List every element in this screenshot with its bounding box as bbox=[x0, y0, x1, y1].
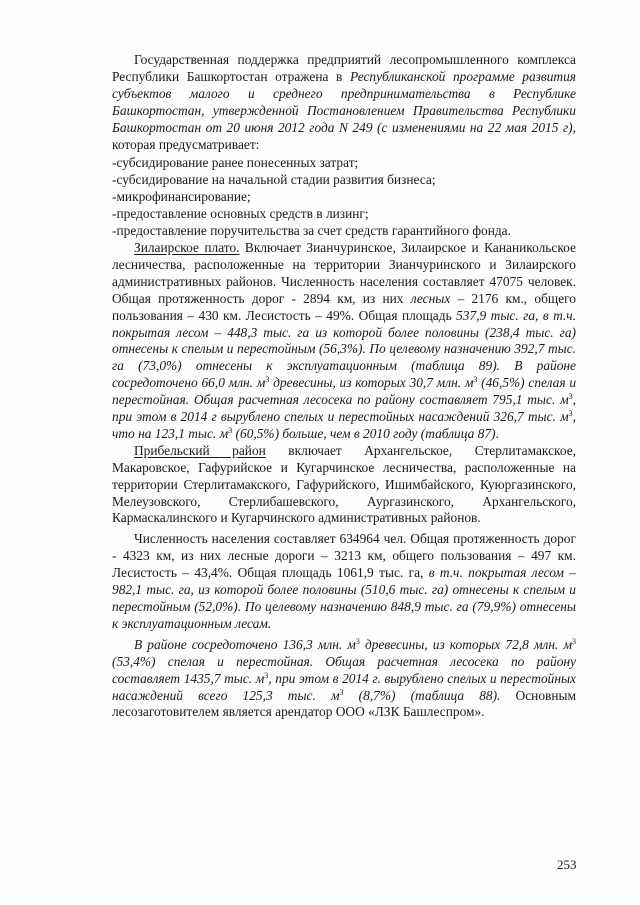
support-list-item: -субсидирование ранее понесенных затрат; bbox=[112, 155, 359, 171]
wood-paragraph: В районе сосредоточено 136,3 млн. $м^3$ древесины, из которых 72,8 млн. $м^3$ (53,4%) спелая и перестойная. Общая расчетная лесосека по району составляет 1435,7 тыс. $м^3$, при этом в 2014 г. вырублено спелых и перестойных насаждений всего 125,3 тыс. $м^3$ (8,7%) (таблица 88). Основным лесозаготовителем является арендатор ООО «ЛЗК Башлеспром». bbox=[112, 636, 576, 720]
population-paragraph: Численность населения составляет 634964 чел. Общая протяженность дорог - 4323 км, из них лесные дороги – 3213 км, общего пользования – 497 км. Лесистость – 43,4%. Общая площадь 1061,9 тыс. га, в т.ч. покрытая лесом – 982,1 тыс. га, из которой более половины (510,6 тыс. га) отнесены к спелым и перестойным (52,0%). По целевому назначению 848,9 тыс. га (79,9%) отнесены к эксплуатационным лесам. bbox=[112, 531, 576, 631]
support-list-item: -микрофинансирование; bbox=[112, 189, 251, 205]
page-number: 253 bbox=[557, 857, 577, 872]
body-text bbox=[112, 52, 576, 721]
zilair-paragraph: Зилаирское плато. Включает Зианчуринское, Зилаирское и Кананикольское лесничества, расположенные на территории Зианчуринского и Зилаирского административных районов. Численность населения составляет 47075 человек. Общая протяженность дорог - 2894 км, из них лесных – 2176 км., общего пользования – 430 км. Лесистость – 49%. Общая площадь 537,9 тыс. га, в т.ч. покрытая лесом – 448,3 тыс. га из которой более половины (238,4 тыс. га) отнесены к спелым и перестойным (56,3%). По целевому назначению 392,7 тыс. га (73,0%) отнесены к эксплуатационным (таблица 89). В районе сосредоточено 66,0 млн. $м^3$ древесины, из которых 30,7 млн. $м^3$ (46,5%) спелая и перестойная. Общая расчетная лесосека по району составляет 795,1 тыс. $м^3$, при этом в 2014 г вырублено спелых и перестойных насаждений 326,7 тыс. $м^3$, что на 123,1 тыс. $м^3$ (60,5%) больше, чем в 2010 году (таблица 87). bbox=[112, 239, 577, 441]
support-list-item: -субсидирование на начальной стадии развития бизнеса; bbox=[112, 172, 436, 188]
pribelsky-heading: Прибельский район bbox=[134, 442, 266, 458]
intro-paragraph: Государственная поддержка предприятий лесопромышленного комплекса Республики Башкортостан отражена в Республиканской программе развития субъектов малого и среднего предпринимательства в Республике Башкортостан, утвержденной Постановлением Правительства Республики Башкортостан от 20 июня 2012 года N 249 (с изменениями на 22 мая 2015 г), которая предусматривает: bbox=[112, 52, 576, 152]
pribelsky-paragraph: Прибельский район включает Архангельское, Стерлитамакское, Макаровское, Гафурийское и Кугарчинское лесничества, расположенные на территории Стерлитамакского, Гафурийского, Ишимбайского, Куюргазинского, Мелеузовского, Стерлибашевского, Аургазинского, Архангельского, Кармаскалинского и Кугарчинского административных районов. bbox=[112, 442, 576, 526]
zilair-heading: Зилаирское плато. bbox=[134, 239, 240, 255]
support-list-item: -предоставление основных средств в лизинг; bbox=[112, 206, 369, 222]
program-reference: Республиканской программе развития субъектов малого и среднего предпринимательства в Республике Башкортостан, утвержденной Постановлением Правительства Республики Башкортостан от 20 июня 2012 года N 249 (с изменениями на 22 мая 2015 г) bbox=[112, 68, 576, 135]
support-list-item: -предоставление поручительства за счет средств гарантийного фонда. bbox=[112, 223, 511, 239]
